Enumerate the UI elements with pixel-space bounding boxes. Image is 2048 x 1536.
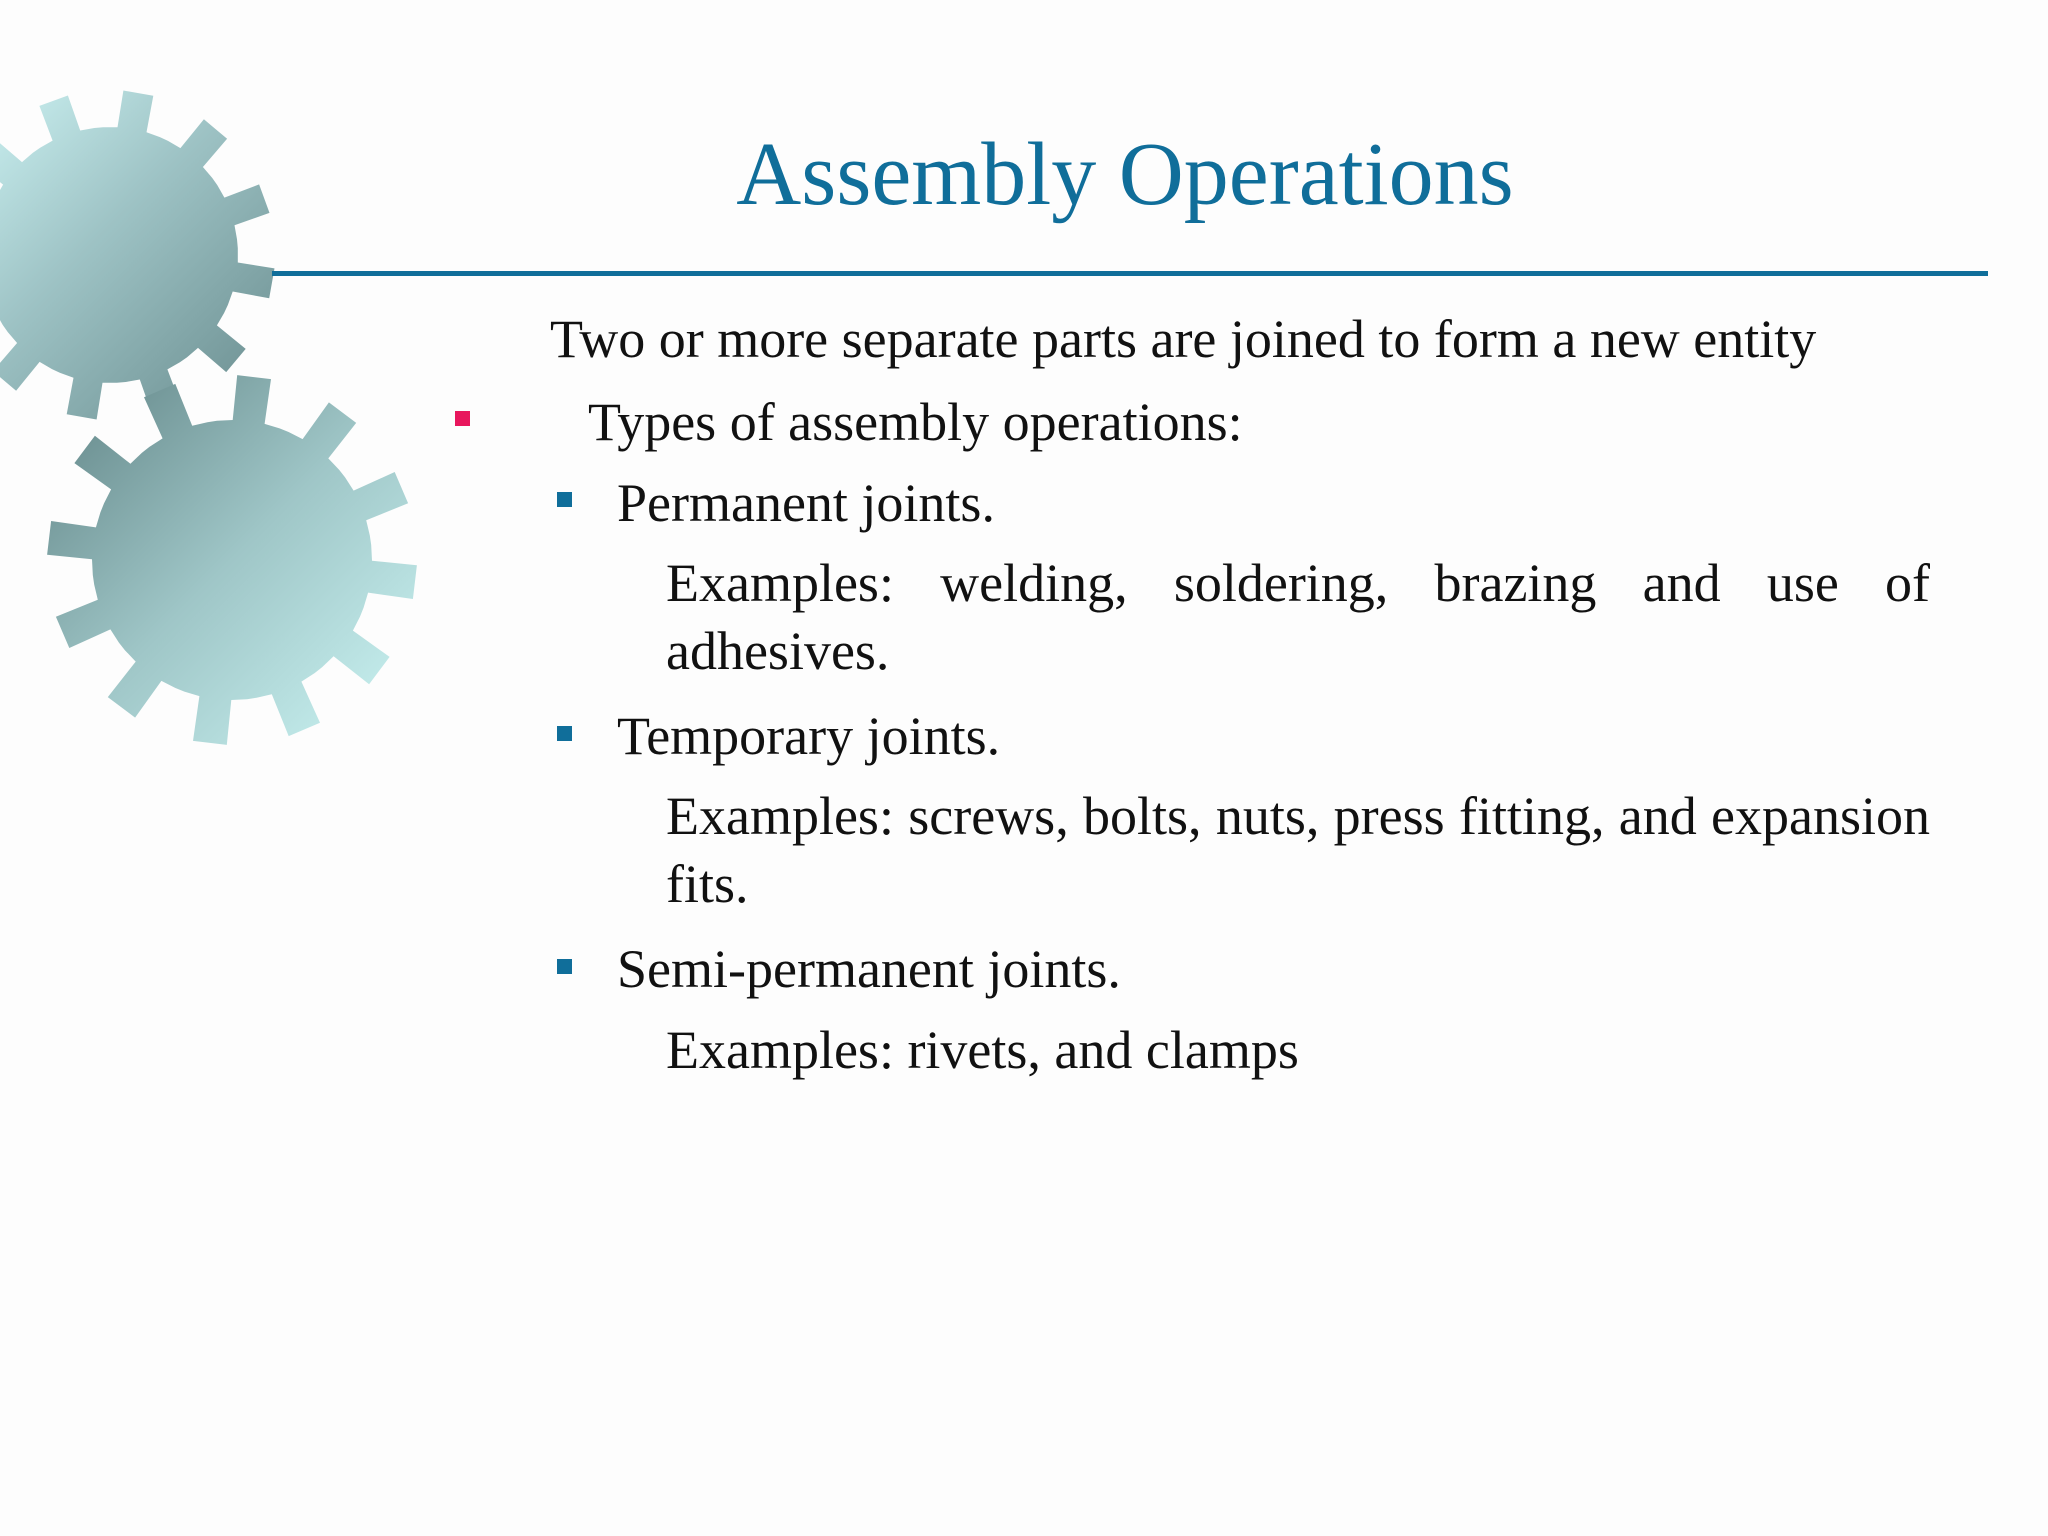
bullet-square-icon <box>557 959 572 974</box>
title-divider <box>272 271 1988 276</box>
list-item-label: Temporary joints. <box>617 706 1001 766</box>
list-item-examples: Examples: screws, bolts, nuts, press fitting, and expansion fits. <box>666 786 1930 914</box>
bullet-square-icon <box>455 411 470 426</box>
list-item-label: Semi-permanent joints. <box>617 939 1121 999</box>
gear-icon <box>0 91 275 420</box>
gear-icon <box>47 375 417 745</box>
bullet-square-icon <box>557 726 572 741</box>
list-item-examples: Examples: rivets, and clamps <box>666 1020 1299 1080</box>
list-item-label: Permanent joints. <box>617 473 995 533</box>
bullet-square-icon <box>557 492 572 507</box>
list-item-examples: Examples: welding, soldering, brazing and use of adhesives. <box>666 553 1930 681</box>
gears-decoration <box>0 0 440 780</box>
types-heading: Types of assembly operations: <box>588 392 1243 452</box>
slide-title: Assembly Operations <box>736 125 1514 224</box>
intro-text: Two or more separate parts are joined to form a new entity <box>550 309 1817 369</box>
